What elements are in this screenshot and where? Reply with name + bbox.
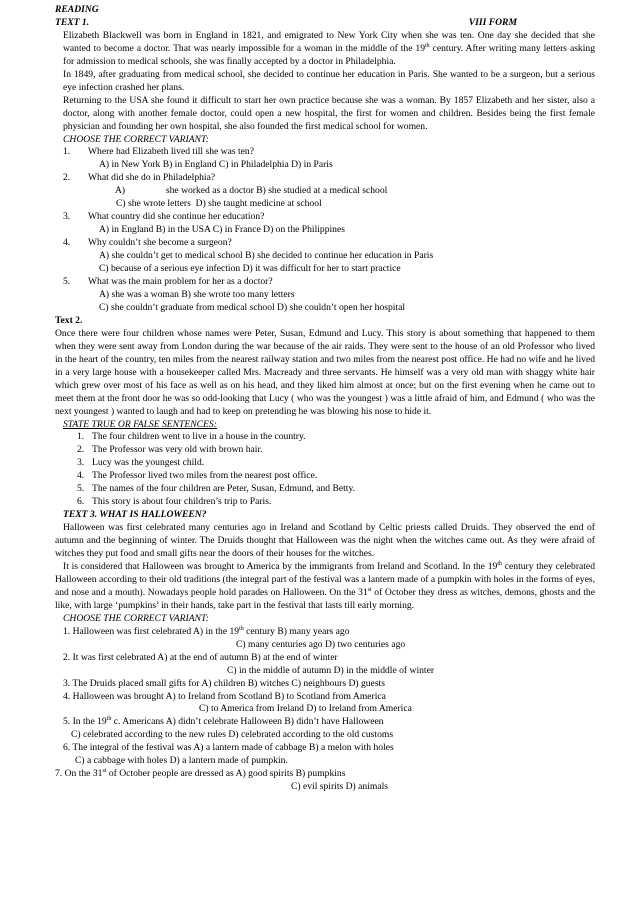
- halloween-question-line: 5. In the 19th c. Americans A) didn’t celebrate Halloween B) didn’t have Halloween: [63, 716, 384, 728]
- text1-questions: [55, 146, 595, 314]
- statement-text: This story is about four children’s trip to Paris.: [92, 496, 272, 508]
- statement-text: The names of the four children are Peter, Susan, Edmund, and Betty.: [92, 483, 356, 495]
- halloween-question-line: 1. Halloween was first celebrated A) in the 19th century B) many years ago: [63, 625, 350, 637]
- question-text: What did she do in Philadelphia?: [88, 172, 216, 184]
- text3-questions: [55, 626, 595, 794]
- answer-options: C) she wrote letters D) she taught medicine at school: [116, 198, 322, 210]
- answer-options: A) she couldn’t get to medical school B) she decided to continue her education in Paris: [99, 250, 434, 262]
- halloween-question-line: C) many centuries ago D) two centuries ago: [236, 638, 406, 650]
- statement-5: [55, 483, 595, 496]
- text3-title: TEXT 3. WHAT IS HALLOWEEN?: [63, 509, 207, 521]
- text2-instruction: STATE TRUE OR FALSE SENTENCES:: [63, 418, 217, 430]
- statement-text: The Professor was very old with brown hair.: [92, 444, 263, 456]
- answer-options: A) in England B) in the USA C) in France D) on the Philippines: [99, 224, 345, 236]
- answer-options: A) she worked as a doctor B) she studied at a medical school: [115, 185, 388, 197]
- question-number: 4.: [63, 237, 71, 249]
- text1-label: TEXT 1.: [55, 16, 90, 28]
- text2-statements: [55, 431, 595, 509]
- statement-6: [55, 496, 595, 509]
- statement-number: 3.: [77, 457, 85, 469]
- question-5: [55, 276, 595, 289]
- text3-instruction: CHOOSE THE CORRECT VARIANT:: [63, 612, 209, 624]
- question-1: [55, 146, 595, 159]
- question-3: [55, 211, 595, 224]
- form-label: VIII FORM: [468, 16, 517, 28]
- statement-3: [55, 457, 595, 470]
- text3-paragraph-2: It is considered that Halloween was brought to America by the immigrants from Ireland and Scotland. In the 19th century they celebrated Halloween according to their old traditions (the integral part of the festival was a lantern made of a pumpkin with holes in the forms of eyes, and nose and a mouth). Nowadays people hold parades on Halloween. On the 31st of October they dress as witches, demons, ghosts and the like, with large ‘pumpkins’ in their hands, take part in the festival that lasts till early morning.: [55, 560, 595, 611]
- question-number: 2.: [63, 172, 71, 184]
- text1-paragraph-1: Elizabeth Blackwell was born in England in 1821, and emigrated to New York City when she was ten. One day she decided that she wanted to become a doctor. That was nearly impossible for a woman in the middle of the 19th century. After writing many letters asking for admission to medical schools, she was finally accepted by a doctor in Philadelphia.: [63, 29, 595, 67]
- halloween-question-line: C) a cabbage with holes D) a lantern made of pumpkin.: [75, 755, 288, 767]
- halloween-question-line: 4. Halloween was brought A) to Ireland from Scotland B) to Scotland from America: [63, 690, 386, 702]
- question-text: Why couldn’t she become a surgeon?: [88, 237, 232, 249]
- question-4: [55, 237, 595, 250]
- halloween-question-line: 2. It was first celebrated A) at the end of autumn B) at the end of winter: [63, 651, 338, 663]
- question-text: What country did she continue her education?: [88, 211, 265, 223]
- statement-number: 2.: [77, 444, 85, 456]
- statement-text: The four children went to live in a house in the country.: [92, 431, 306, 443]
- question-2: [55, 172, 595, 185]
- statement-4: [55, 470, 595, 483]
- halloween-question-line: C) in the middle of autumn D) in the middle of winter: [227, 664, 435, 676]
- statement-text: The Professor lived two miles from the nearest post office.: [92, 470, 318, 482]
- question-number: 1.: [63, 146, 71, 158]
- halloween-question-line: 7. On the 31st of October people are dressed as A) good spirits B) pumpkins: [55, 768, 346, 780]
- text1-paragraph-3: Returning to the USA she found it difficult to start her own practice because she was a woman. By 1857 Elizabeth and her sister, also a doctor, along with another female doctor, could open a new hospital, the first for women and children. Besides being the first female physician and founding her own hospital, she also founded the first medical school for women.: [63, 94, 595, 132]
- text2-label: Text 2.: [55, 314, 83, 326]
- text2-body: Once there were four children whose names were Peter, Susan, Edmund and Lucy. This story is about something that happened to them when they were sent away from London during the war because of the air raids. They were sent to the house of an old Professor who lived in the heart of the country, ten miles from the nearest railway station and two miles from the nearest post office. He had no wife and he lived in a very large house with a housekeeper called Mrs. Macready and three servants. He himself was a very old man with shaggy white hair which grew over most of his face as well as on his head, and they liked him almost at once; but on the first evening when he came out to meet them at the front door he was so odd-looking that Lucy ( who was the youngest ) was a little afraid of him, and Edmund ( who was the next youngest ) wanted to laugh and had to keep on pretending he was blowing his nose to hide it.: [55, 327, 595, 417]
- statement-number: 5.: [77, 483, 85, 495]
- question-number: 5.: [63, 276, 71, 288]
- statement-number: 4.: [77, 470, 85, 482]
- question-text: What was the main problem for her as a doctor?: [88, 276, 273, 288]
- answer-options: C) she couldn’t graduate from medical school D) she couldn’t open her hospital: [99, 301, 406, 313]
- halloween-question-line: C) to America from Ireland D) to Ireland from America: [199, 703, 412, 715]
- question-number: 3.: [63, 211, 71, 223]
- halloween-question-line: 6. The integral of the festival was A) a lantern made of cabbage B) a melon with holes: [63, 742, 394, 754]
- statement-text: Lucy was the youngest child.: [92, 457, 205, 469]
- reading-heading: READING: [55, 4, 99, 15]
- statement-number: 6.: [77, 496, 85, 508]
- text1-instruction: CHOOSE THE CORRECT VARIANT:: [63, 133, 209, 145]
- text1-header-row: [55, 17, 595, 30]
- answer-options: A) she was a woman B) she wrote too many letters: [99, 288, 295, 300]
- answer-options: A) in New York B) in England C) in Philadelphia D) in Paris: [99, 159, 333, 171]
- answer-options: C) because of a serious eye infection D) it was difficult for her to start practice: [99, 263, 401, 275]
- text3-paragraph-1: Halloween was first celebrated many centuries ago in Ireland and Scotland by Celtic priests called Druids. They observed the end of autumn and the beginning of winter. The Druids thought that Halloween was the night when the witches came out. As they were afraid of witches they put food and small gifts near the doors of their houses for the witches.: [55, 522, 595, 560]
- worksheet-page: [55, 4, 595, 794]
- halloween-question-line: 3. The Druids placed small gifts for A) children B) witches C) neighbours D) guests: [63, 677, 385, 689]
- halloween-question-line: C) celebrated according to the new rules D) celebrated according to the old customs: [71, 729, 394, 741]
- statement-1: [55, 431, 595, 444]
- halloween-question-line: C) evil spirits D) animals: [291, 781, 388, 793]
- question-text: Where had Elizabeth lived till she was ten?: [88, 146, 254, 158]
- statement-number: 1.: [77, 431, 85, 443]
- statement-2: [55, 444, 595, 457]
- text1-paragraph-2: In 1849, after graduating from medical school, she decided to continue her education in Paris. She wanted to be a surgeon, but a serious eye infection crashed her plans.: [63, 68, 595, 93]
